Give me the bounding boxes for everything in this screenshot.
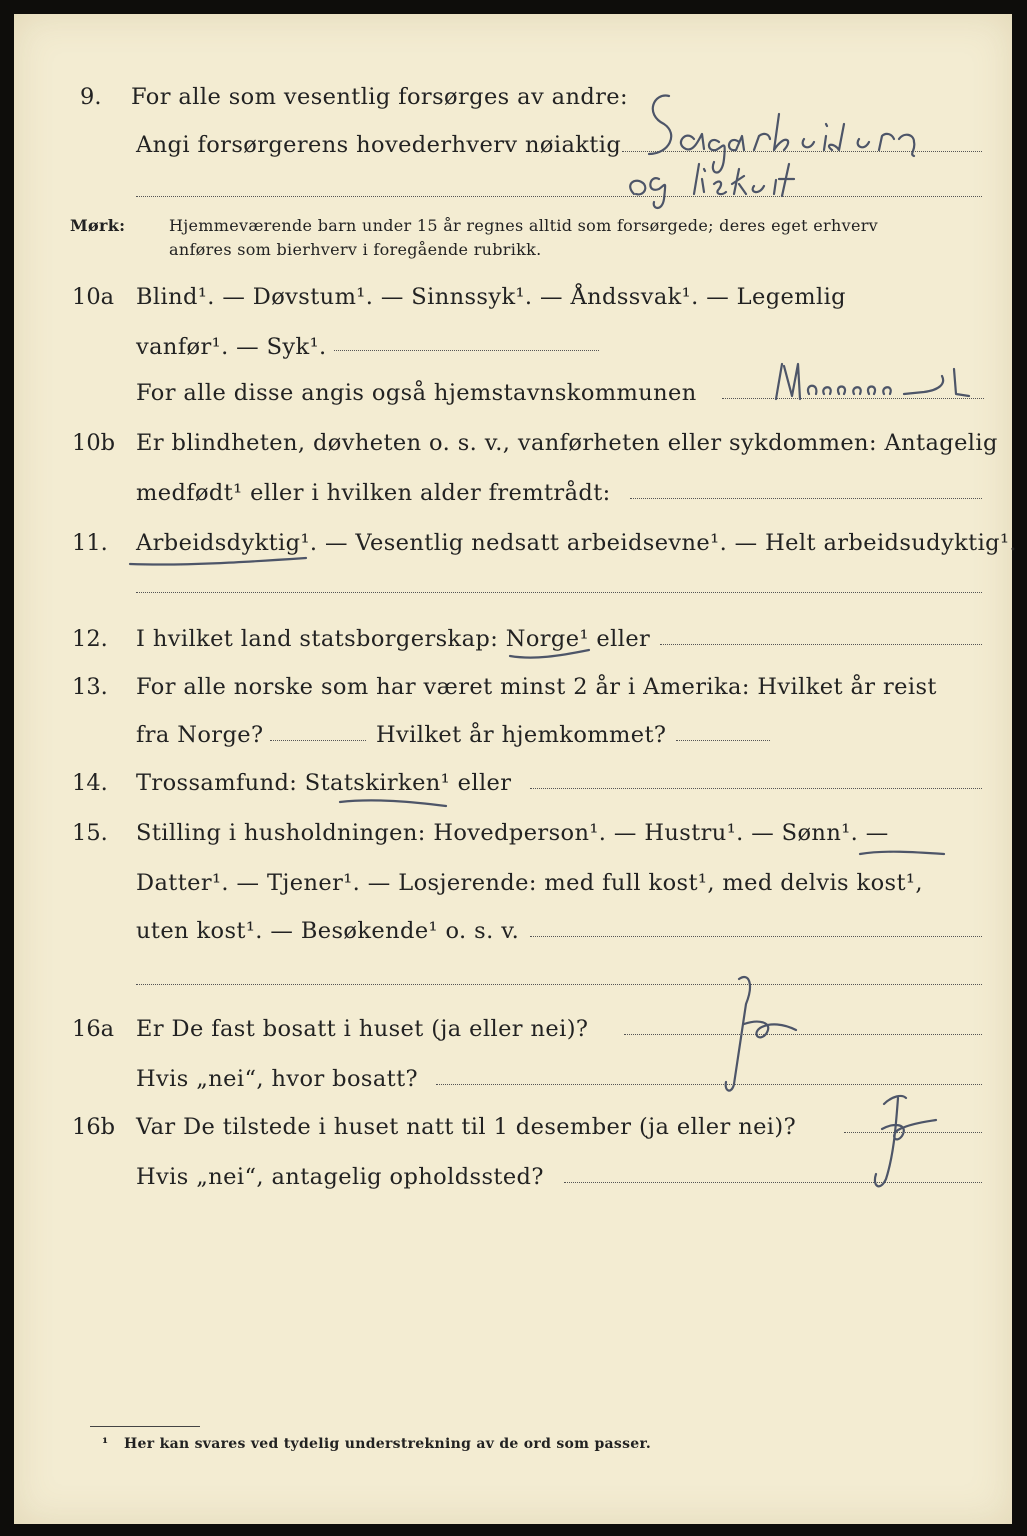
note-text: anføres som bierhverv i foregående rubrikk.: [169, 240, 542, 259]
question-13-subtext-left: fra Norge?: [136, 722, 264, 748]
handwritten-answer-municipality: [764, 354, 994, 414]
question-12-text: I hvilket land statsborgerskap: Norge¹ eller: [136, 626, 651, 652]
census-form-page: [14, 14, 1017, 1524]
answer-line: [630, 498, 982, 499]
question-number: 15.: [72, 820, 108, 846]
question-10a-text: Blind¹. — Døvstum¹. — Sinnssyk¹. — Åndssvak¹. — Legemlig: [136, 284, 846, 310]
question-10a-subtext: vanfør¹. — Syk¹.: [136, 334, 327, 360]
answer-line: [334, 350, 599, 351]
handwritten-underline: [126, 552, 326, 572]
question-16a-subtext: Hvis „nei“, hvor bosatt?: [136, 1066, 419, 1092]
question-9-subtext: Angi forsørgerens hovederhverv nøiaktig: [136, 132, 622, 158]
question-13-subtext-right: Hvilket år hjemkommet?: [376, 722, 667, 748]
question-14-text: Trossamfund: Statskirken¹ eller: [136, 770, 512, 796]
question-number: 16b: [72, 1114, 116, 1140]
question-number: 10a: [72, 284, 115, 310]
handwritten-answer-yes: [854, 1074, 974, 1204]
note-text: Hjemmeværende barn under 15 år regnes alltid som forsørgede; deres eget erhverv: [169, 216, 878, 235]
question-16a-text: Er De fast bosatt i huset (ja eller nei)?: [136, 1016, 589, 1042]
answer-line: [530, 788, 982, 789]
question-10b-text: Er blindheten, døvheten o. s. v., vanførheten eller sykdommen: Antagelig: [136, 430, 998, 456]
answer-line: [660, 644, 982, 645]
question-10a-municipality-text: For alle disse angis også hjemstavnskommunen: [136, 380, 697, 406]
question-9-text: For alle som vesentlig forsørges av andre:: [131, 84, 628, 110]
question-13-text: For alle norske som har været minst 2 år i Amerika: Hvilket år reist: [136, 674, 937, 700]
question-number: 16a: [72, 1016, 115, 1042]
question-15-subtext: uten kost¹. — Besøkende¹ o. s. v.: [136, 918, 520, 944]
question-number: 11.: [72, 530, 108, 556]
handwritten-underline: [854, 844, 954, 864]
answer-line: [676, 740, 770, 741]
handwritten-answer-yes: [704, 964, 814, 1114]
footnote-marker: ¹: [102, 1436, 109, 1452]
question-10b-subtext: medfødt¹ eller i hvilken alder fremtrådt:: [136, 480, 611, 506]
question-number: 13.: [72, 674, 108, 700]
question-number: 9.: [80, 84, 102, 110]
handwritten-answer-occupation: [614, 84, 994, 214]
question-15-subtext: Datter¹. — Tjener¹. — Losjerende: med full kost¹, med delvis kost¹,: [136, 870, 923, 896]
question-number: 12.: [72, 626, 108, 652]
footnote-rule: [90, 1426, 200, 1427]
footnote-text: Her kan svares ved tydelig understrekning av de ord som passer.: [124, 1436, 652, 1452]
question-11-text: Arbeidsdyktig¹. — Vesentlig nedsatt arbeidsevne¹. — Helt arbeidsudyktig¹.: [136, 530, 1017, 556]
question-16b-subtext: Hvis „nei“, antagelig opholdssted?: [136, 1164, 544, 1190]
question-15-text: Stilling i husholdningen: Hovedperson¹. — Hustru¹. — Sønn¹. —: [136, 820, 889, 846]
answer-line: [270, 740, 366, 741]
handwritten-underline: [504, 644, 604, 668]
note-label: Mørk:: [70, 216, 126, 235]
handwritten-underline: [334, 792, 454, 812]
answer-line: [136, 984, 982, 985]
answer-line: [530, 936, 982, 937]
question-number: 14.: [72, 770, 108, 796]
answer-line: [136, 592, 982, 593]
question-number: 10b: [72, 430, 116, 456]
question-16b-text: Var De tilstede i huset natt til 1 desember (ja eller nei)?: [136, 1114, 797, 1140]
